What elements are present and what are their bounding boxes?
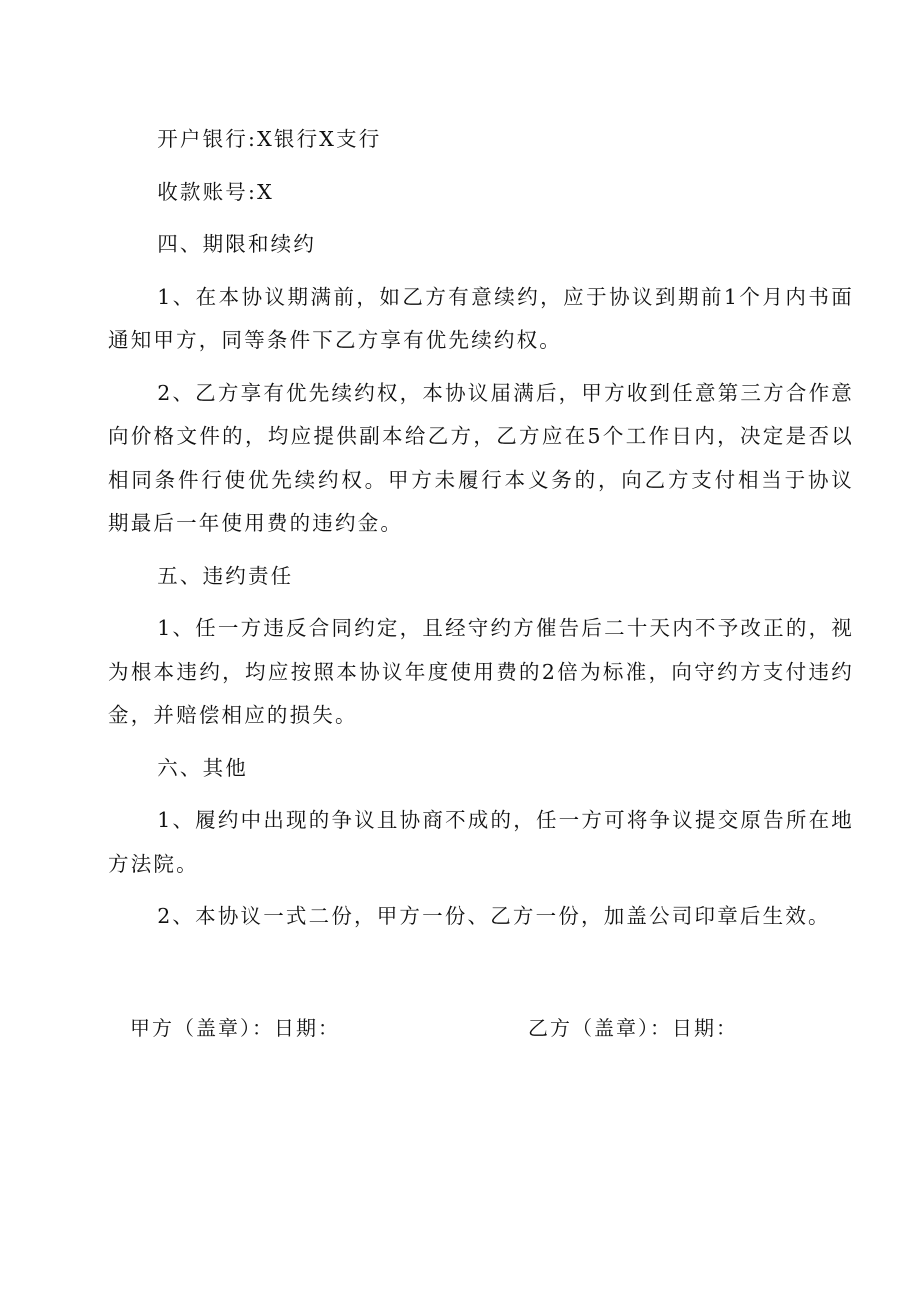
bank-line: 开户银行:X银行X支行 [157,127,382,151]
paragraph-other-2: 2、本协议一式二份，甲方一份、乙方一份，加盖公司印章后生效。 [157,904,831,928]
signature-row [130,1012,780,1052]
section-heading-term: 四、期限和续约 [157,232,317,256]
paragraph-renewal-1: 1、在本协议期满前，如乙方有意续约，应于协议到期前1个月内书面通知甲方，同等条件下乙方享有优先续约权。 [108,284,854,352]
party-b-signature: 乙方（盖章）：日期： [528,1016,738,1040]
document-body [108,118,854,948]
party-a-signature: 甲方（盖章）：日期： [130,1016,340,1040]
paragraph-renewal-2: 2、乙方享有优先续约权，本协议届满后，甲方收到任意第三方合作意向价格文件的，均应提供副本给乙方，乙方应在5个工作日内，决定是否以相同条件行使优先续约权。甲方未履行本义务的，向乙方支付相当于协议期最后一年使用费的违约金。 [108,380,854,535]
section-heading-other: 六、其他 [157,755,248,780]
paragraph-liability-1: 1、任一方违反合同约定，且经守约方催告后二十天内不予改正的，视为根本违约，均应按照本协议年度使用费的2倍为标准，向守约方支付违约金，并赔偿相应的损失。 [108,616,854,727]
paragraph-other-1: 1、履约中出现的争议且协商不成的，任一方可将争议提交原告所在地方法院。 [108,808,854,876]
section-heading-liability: 五、违约责任 [157,563,294,588]
account-line: 收款账号:X [157,179,274,204]
